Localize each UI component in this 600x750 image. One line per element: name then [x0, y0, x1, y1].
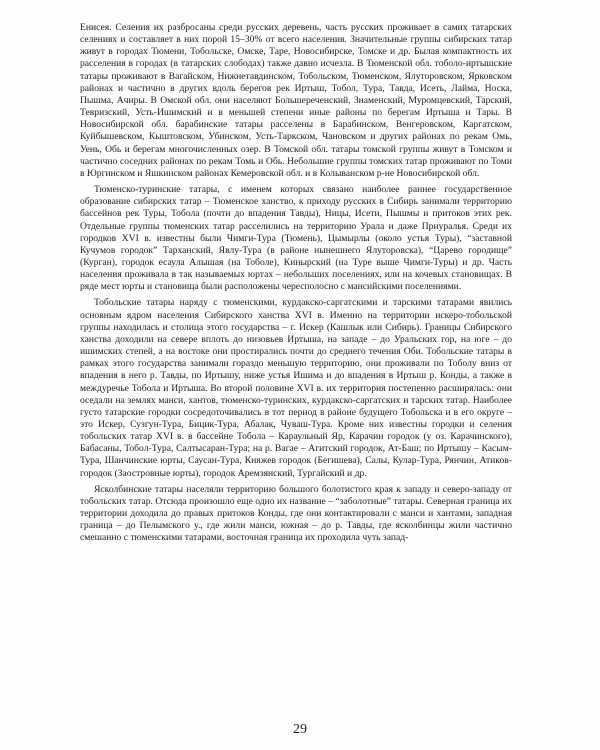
paragraph-3: Тобольские татары наряду с тюменскими, курдакско-саргатскими и тарскими татарами явились основным ядром населения Сибирского ханства XVI в. Именно на территории искеро-тобольской группы находилась и столица этого государства – г. Искер (Кашлык или Сибирь). Границы Сибирского ханства доходили на севере вплоть до низовьев Иртыша, на западе – до Уральских гор, на юге – до ишимских степей, а на востоке они простирались почти до среднего течения Оби. Тобольские татары в рамках этого государства занимали гораздо меньшую территорию, они проживали по Тоболу вниз от впадения в него р. Тавды, по Иртышу, ниже устья Ишима и до впадения в Иртыш р. Конды, а также в междуречье Тобола и Иртыша. Во второй половине XVI в. их территория постепенно расширялась: они оседали на землях манси, хантов, тюменско-туринских, курдакско-саргатских и тарских татар. Наиболее густо татарские городки сосредоточивались в тот период в районе будущего Тобольска и в его округе – это Искер, Сузгун-Тура, Бицик-Тура, Абалак, Чуваш-Тура. Кроме них известны городки и селения тобольских татар XVI в. в бассейне Тобола – Караульный Яр, Карачин городок (у оз. Карачинского), Бабасаны, Тобол-Тура, Салтысаран-Тура; на р. Вагае – Агитский городок, Ат-Баш; по Иртышу – Касым-Тура, Шанчинские юрты, Саусан-Тура, Княжев городок (Бегишева), Салы, Кулар-Тура, Рянчин, Атиков-городок (Заостровные юрты), городок Аремзянский, Тургайский и др. — [80, 297, 512, 479]
page-body-text — [80, 22, 512, 549]
paragraph-2: Тюменско-туринские татары, с именем которых связано наиболее раннее государственное образование сибирских татар – Тюменское ханство, к приходу русских в Сибирь занимали территорию бассейнов рек Туры, Тобола (почти до впадения Тавды), Ницы, Исети, Пышмы и притоков этих рек. Отдельные группы тюменских татар расселились на территорию Урала и даже Приуралья. Среди их городков XVI в. известны были Чимги-Тура (Тюмень), Цымырлы (около устья Туры), “заставной Кучумов городок” Тарханский, Явлу-Тура (в районе нынешнего Ялуторовска), “Царево городище” (Курган), городок есаула Алышая (на Тоболе), Кинырский (на Туре выше Чимги-Туры) и др. Часть населения проживала в так называемых юртах – небольших поселениях, или на кочевых становищах. В ряде мест юрты и становища были расположены чересполосно с мансийскими поселениями. — [80, 184, 512, 293]
paragraph-1: Енисея. Селения их разбросаны среди русских деревень, часть русских проживает в самих татарских селениях и составляет в них порой 15–30% от всего населения. Значительные группы сибирских татар живут в городах Тюмени, Тобольске, Омске, Таре, Новосибирске, Томске и др. Былая компактность их расселения в городах (в татарских слободах) также давно исчезла. В Тюменской обл. тоболо-иртышские татары проживают в Вагайском, Нижнетавдинском, Тобольском, Тюменском, Ялуторовском, Ярковском районах и частично в других вдоль берегов рек Иртыш, Тобол, Тура, Тавда, Исеть, Лайма, Носка, Пышма, Ачиры. В Омской обл. они населяют Большереченский, Знаменский, Муромцевский, Тарский, Тевризский, Усть-Ишимский и в меньшей степени иные районы по берегам Иртыша и Тары. В Новосибирской обл. барабинские татары расселены в Барабинском, Венгеровском, Каргатском, Куйбышевском, Кыштовском, Убинском, Усть-Таркском, Чановском и других районах по рекам Омь, Уень, Обь и берегам многочисленных озер. В Томской обл. татары томской группы живут в Томском и частично соседних районах по рекам Томь и Обь. Небольшие группы томских татар проживают по Томи в Юргинском и Яшкинском районах Кемеровской обл. и в Колыванском р-не Новосибирской обл. — [80, 22, 512, 179]
paragraph-4: Ясколбинские татары населяли территорию большого болотистого края к западу и северо-западу от тобольских татар. Отсюда произошло еще одно их название – “заболотные” татары. Северная граница их территории доходила до правых притоков Конды, где они контактировали с манси и хантами, западная граница – до Пелымского у., где жили манси, южная – до р. Тавды, где ясколбинцы жили частично смешанно с тюменскими татарами, восточная граница их проходила чуть запад- — [80, 483, 512, 544]
page-number: 29 — [293, 722, 307, 737]
